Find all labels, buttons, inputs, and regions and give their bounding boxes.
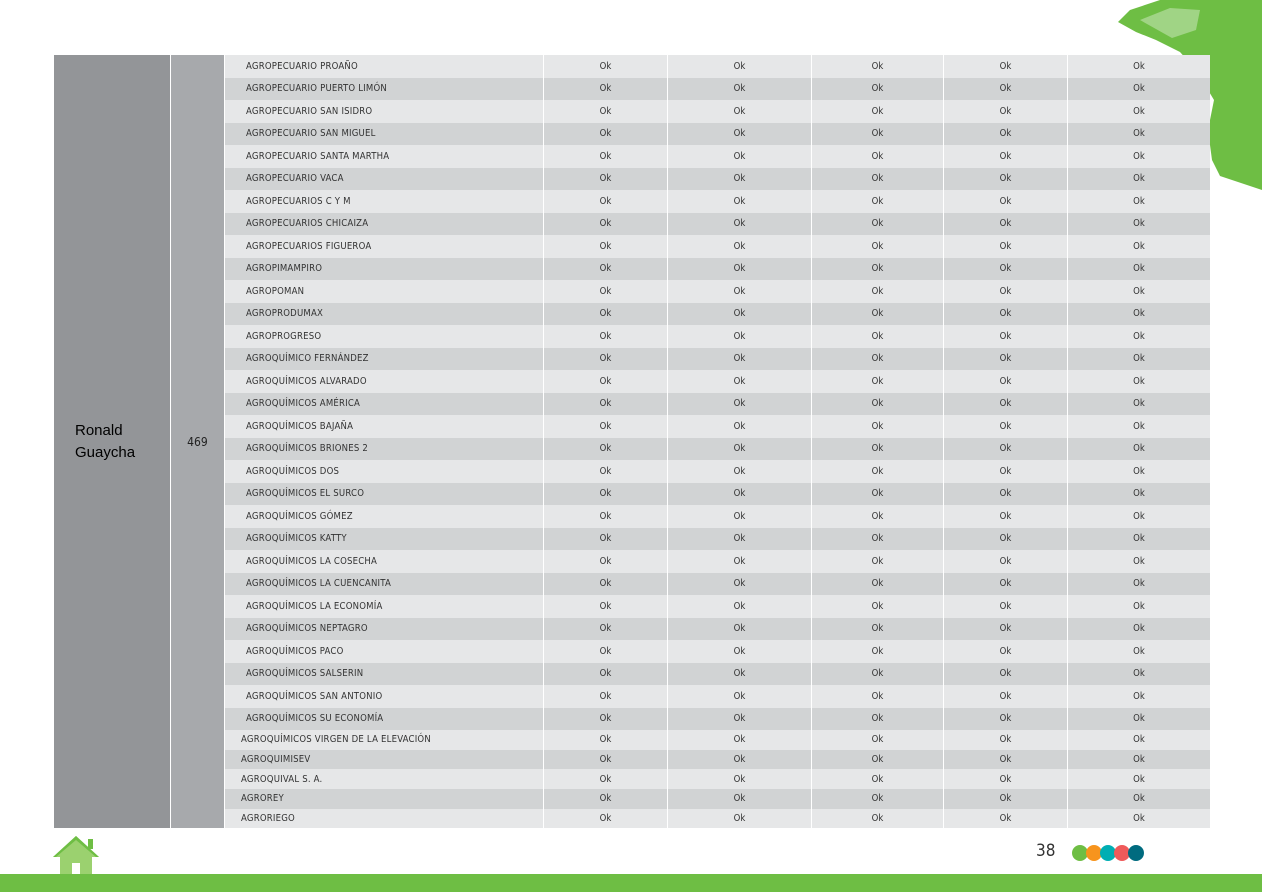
company-name: AGROQUÍMICOS LA ECONOMÍA — [246, 600, 383, 612]
table-row — [225, 78, 1210, 101]
status-cell: Ok — [811, 769, 943, 789]
color-dot — [1128, 845, 1144, 861]
status-cell: Ok — [667, 750, 811, 770]
status-cell: Ok — [811, 663, 943, 686]
status-cell: Ok — [543, 750, 667, 770]
status-cell: Ok — [943, 55, 1067, 78]
status-cell: Ok — [667, 789, 811, 809]
person-name: Ronald Guaycha — [75, 421, 136, 461]
status-cell: Ok — [1067, 438, 1210, 461]
status-cell: Ok — [943, 438, 1067, 461]
status-cell: Ok — [543, 280, 667, 303]
status-cell: Ok — [943, 348, 1067, 371]
status-cell: Ok — [667, 168, 811, 191]
status-cell: Ok — [667, 78, 811, 101]
status-cell: Ok — [543, 769, 667, 789]
status-cell: Ok — [1067, 663, 1210, 686]
status-cell: Ok — [1067, 78, 1210, 101]
status-cell: Ok — [543, 528, 667, 551]
status-cell: Ok — [543, 168, 667, 191]
status-cell: Ok — [543, 640, 667, 663]
status-cell: Ok — [667, 145, 811, 168]
status-cell: Ok — [1067, 370, 1210, 393]
status-cell: Ok — [1067, 708, 1210, 731]
status-cell: Ok — [943, 505, 1067, 528]
status-cell: Ok — [811, 303, 943, 326]
table-row — [225, 303, 1210, 326]
status-cell: Ok — [543, 235, 667, 258]
status-cell: Ok — [811, 55, 943, 78]
status-cell: Ok — [543, 325, 667, 348]
status-cell: Ok — [943, 769, 1067, 789]
status-cell: Ok — [943, 415, 1067, 438]
status-cell: Ok — [811, 460, 943, 483]
company-name: AGROPOMAN — [246, 285, 305, 297]
status-cell: Ok — [943, 258, 1067, 281]
page-number: 38 — [1036, 841, 1056, 861]
status-cell: Ok — [543, 370, 667, 393]
status-cell: Ok — [543, 708, 667, 731]
status-cell: Ok — [667, 685, 811, 708]
status-cell: Ok — [1067, 415, 1210, 438]
status-cell: Ok — [811, 235, 943, 258]
status-cell: Ok — [1067, 213, 1210, 236]
table-row — [225, 415, 1210, 438]
status-cell: Ok — [543, 460, 667, 483]
table-row — [225, 258, 1210, 281]
status-cell: Ok — [943, 573, 1067, 596]
status-cell: Ok — [943, 190, 1067, 213]
status-cell: Ok — [1067, 640, 1210, 663]
status-cell: Ok — [943, 303, 1067, 326]
status-cell: Ok — [543, 78, 667, 101]
company-name: AGROQUÍMICOS SU ECONOMÍA — [246, 713, 384, 725]
status-cell: Ok — [1067, 348, 1210, 371]
company-name: AGROQUÍMICOS LA COSECHA — [246, 555, 378, 567]
company-name: AGROQUÍMICOS VIRGEN DE LA ELEVACIÓN — [241, 734, 431, 746]
status-cell: Ok — [943, 325, 1067, 348]
status-cell: Ok — [1067, 528, 1210, 551]
status-cell: Ok — [667, 618, 811, 641]
status-cell: Ok — [943, 370, 1067, 393]
status-cell: Ok — [943, 730, 1067, 750]
status-cell: Ok — [943, 123, 1067, 146]
company-name: AGROPECUARIO SAN ISIDRO — [246, 105, 373, 117]
status-cell: Ok — [667, 438, 811, 461]
status-cell: Ok — [1067, 55, 1210, 78]
status-cell: Ok — [1067, 168, 1210, 191]
status-cell: Ok — [1067, 190, 1210, 213]
company-name: AGROQUÍMICOS GÓMEZ — [246, 510, 353, 522]
status-cell: Ok — [811, 415, 943, 438]
status-cell: Ok — [667, 258, 811, 281]
count-cell — [171, 55, 225, 828]
table-row — [225, 663, 1210, 686]
table-row — [225, 100, 1210, 123]
status-cell: Ok — [943, 528, 1067, 551]
status-cell: Ok — [543, 55, 667, 78]
status-cell: Ok — [543, 618, 667, 641]
company-name: AGROQUÍMICOS EL SURCO — [246, 488, 365, 500]
status-cell: Ok — [811, 280, 943, 303]
status-cell: Ok — [943, 100, 1067, 123]
table-row — [225, 235, 1210, 258]
status-cell: Ok — [943, 685, 1067, 708]
table-row — [225, 708, 1210, 731]
company-name: AGROPECUARIOS FIGUEROA — [246, 240, 372, 252]
report-table — [54, 55, 1210, 828]
table-row — [225, 483, 1210, 506]
status-cell: Ok — [1067, 145, 1210, 168]
status-cell: Ok — [811, 213, 943, 236]
table-row — [225, 550, 1210, 573]
status-cell: Ok — [667, 303, 811, 326]
company-name: AGROPECUARIOS C Y M — [246, 195, 351, 207]
table-row — [225, 370, 1210, 393]
status-cell: Ok — [543, 809, 667, 829]
status-cell: Ok — [543, 213, 667, 236]
status-cell: Ok — [943, 460, 1067, 483]
table-row — [225, 145, 1210, 168]
count-value: 469 — [187, 434, 208, 449]
status-cell: Ok — [543, 595, 667, 618]
status-cell: Ok — [1067, 235, 1210, 258]
home-icon[interactable] — [52, 835, 100, 875]
status-cell: Ok — [943, 393, 1067, 416]
status-cell: Ok — [667, 235, 811, 258]
table-row — [225, 123, 1210, 146]
company-name: AGROQUÍMICOS LA CUENCANITA — [246, 578, 392, 590]
status-cell: Ok — [1067, 325, 1210, 348]
status-cell: Ok — [543, 505, 667, 528]
status-cell: Ok — [943, 483, 1067, 506]
company-name: AGROPIMAMPIRO — [246, 263, 323, 275]
status-cell: Ok — [667, 640, 811, 663]
status-cell: Ok — [811, 168, 943, 191]
status-cell: Ok — [543, 730, 667, 750]
status-cell: Ok — [667, 460, 811, 483]
status-cell: Ok — [1067, 393, 1210, 416]
status-cell: Ok — [1067, 750, 1210, 770]
table-row — [225, 789, 1210, 809]
status-cell: Ok — [811, 640, 943, 663]
status-cell: Ok — [943, 640, 1067, 663]
status-cell: Ok — [543, 483, 667, 506]
company-name: AGROPECUARIO SAN MIGUEL — [246, 128, 376, 140]
status-cell: Ok — [543, 303, 667, 326]
status-cell: Ok — [543, 789, 667, 809]
status-cell: Ok — [667, 505, 811, 528]
status-cell: Ok — [1067, 573, 1210, 596]
status-cell: Ok — [811, 78, 943, 101]
company-name: AGRORIEGO — [241, 813, 295, 825]
status-cell: Ok — [811, 789, 943, 809]
table-row — [225, 168, 1210, 191]
status-cell: Ok — [943, 550, 1067, 573]
company-name: AGROQUÍMICOS PACO — [246, 645, 344, 657]
table-row — [225, 640, 1210, 663]
table-row — [225, 573, 1210, 596]
status-cell: Ok — [543, 393, 667, 416]
status-cell: Ok — [1067, 505, 1210, 528]
status-cell: Ok — [543, 685, 667, 708]
status-cell: Ok — [667, 769, 811, 789]
status-cell: Ok — [543, 573, 667, 596]
status-cell: Ok — [667, 100, 811, 123]
company-name: AGROREY — [241, 793, 284, 805]
status-cell: Ok — [667, 550, 811, 573]
company-name: AGROPECUARIO SANTA MARTHA — [246, 150, 390, 162]
status-cell: Ok — [811, 438, 943, 461]
status-cell: Ok — [811, 708, 943, 731]
status-cell: Ok — [811, 370, 943, 393]
status-cell: Ok — [811, 100, 943, 123]
table-row — [225, 505, 1210, 528]
table-row — [225, 595, 1210, 618]
company-name: AGROQUÍMICO FERNÁNDEZ — [246, 353, 369, 365]
company-name: AGROPECUARIOS CHICAIZA — [246, 218, 369, 230]
status-cell: Ok — [811, 618, 943, 641]
status-cell: Ok — [811, 393, 943, 416]
status-cell: Ok — [811, 528, 943, 551]
status-cell: Ok — [943, 809, 1067, 829]
status-cell: Ok — [543, 415, 667, 438]
status-cell: Ok — [943, 213, 1067, 236]
table-row — [225, 393, 1210, 416]
status-cell: Ok — [543, 348, 667, 371]
status-cell: Ok — [811, 123, 943, 146]
table-row — [225, 685, 1210, 708]
company-name: AGROQUÍMICOS KATTY — [246, 533, 347, 545]
status-cell: Ok — [1067, 809, 1210, 829]
status-cell: Ok — [667, 393, 811, 416]
company-name: AGROQUIVAL S. A. — [241, 773, 323, 785]
company-name: AGROQUÍMICOS SALSERIN — [246, 668, 364, 680]
status-cell: Ok — [543, 100, 667, 123]
table-row — [225, 618, 1210, 641]
status-cell: Ok — [667, 213, 811, 236]
table-row — [225, 190, 1210, 213]
status-cell: Ok — [943, 595, 1067, 618]
table-row — [225, 280, 1210, 303]
status-cell: Ok — [811, 550, 943, 573]
status-cell: Ok — [667, 280, 811, 303]
table-row — [225, 325, 1210, 348]
status-cell: Ok — [811, 750, 943, 770]
table-row — [225, 348, 1210, 371]
status-cell: Ok — [943, 235, 1067, 258]
table-row — [225, 213, 1210, 236]
status-cell: Ok — [543, 145, 667, 168]
company-name: AGROPROGRESO — [246, 330, 322, 342]
status-cell: Ok — [1067, 483, 1210, 506]
table-rows — [225, 55, 1210, 828]
company-name: AGROQUÍMICOS BAJAÑA — [246, 420, 354, 432]
status-cell: Ok — [1067, 460, 1210, 483]
status-cell: Ok — [1067, 303, 1210, 326]
status-cell: Ok — [1067, 789, 1210, 809]
status-cell: Ok — [667, 483, 811, 506]
status-cell: Ok — [943, 145, 1067, 168]
table-row — [225, 730, 1210, 750]
status-cell: Ok — [543, 258, 667, 281]
company-name: AGROPECUARIO PROAÑO — [246, 60, 358, 72]
status-cell: Ok — [667, 708, 811, 731]
status-cell: Ok — [1067, 618, 1210, 641]
status-cell: Ok — [543, 550, 667, 573]
table-row — [225, 460, 1210, 483]
status-cell: Ok — [1067, 123, 1210, 146]
table-row — [225, 809, 1210, 829]
status-cell: Ok — [943, 78, 1067, 101]
status-cell: Ok — [943, 708, 1067, 731]
status-cell: Ok — [943, 168, 1067, 191]
status-cell: Ok — [811, 505, 943, 528]
status-cell: Ok — [811, 145, 943, 168]
status-cell: Ok — [1067, 730, 1210, 750]
status-cell: Ok — [943, 618, 1067, 641]
company-name: AGROPECUARIO PUERTO LIMÓN — [246, 83, 387, 95]
status-cell: Ok — [811, 685, 943, 708]
status-cell: Ok — [811, 258, 943, 281]
table-row — [225, 55, 1210, 78]
status-cell: Ok — [811, 573, 943, 596]
company-name: AGROPECUARIO VACA — [246, 173, 344, 185]
status-cell: Ok — [667, 190, 811, 213]
status-cell: Ok — [1067, 550, 1210, 573]
status-cell: Ok — [1067, 769, 1210, 789]
table-row — [225, 750, 1210, 770]
status-cell: Ok — [667, 663, 811, 686]
status-cell: Ok — [943, 280, 1067, 303]
status-cell: Ok — [543, 663, 667, 686]
status-cell: Ok — [811, 595, 943, 618]
status-cell: Ok — [543, 123, 667, 146]
color-dots — [1072, 845, 1142, 861]
table-row — [225, 528, 1210, 551]
status-cell: Ok — [943, 750, 1067, 770]
company-name: AGROQUÍMICOS ALVARADO — [246, 375, 367, 387]
status-cell: Ok — [811, 190, 943, 213]
status-cell: Ok — [811, 348, 943, 371]
company-name: AGROQUÍMICOS DOS — [246, 465, 340, 477]
status-cell: Ok — [667, 325, 811, 348]
status-cell: Ok — [667, 123, 811, 146]
status-cell: Ok — [667, 370, 811, 393]
table-row — [225, 438, 1210, 461]
status-cell: Ok — [667, 55, 811, 78]
status-cell: Ok — [667, 415, 811, 438]
status-cell: Ok — [1067, 595, 1210, 618]
status-cell: Ok — [667, 730, 811, 750]
status-cell: Ok — [667, 528, 811, 551]
person-cell — [54, 55, 171, 828]
company-name: AGROQUÍMICOS SAN ANTONIO — [246, 690, 383, 702]
status-cell: Ok — [543, 190, 667, 213]
status-cell: Ok — [667, 595, 811, 618]
status-cell: Ok — [543, 438, 667, 461]
status-cell: Ok — [1067, 280, 1210, 303]
status-cell: Ok — [1067, 100, 1210, 123]
status-cell: Ok — [1067, 258, 1210, 281]
status-cell: Ok — [667, 573, 811, 596]
status-cell: Ok — [811, 325, 943, 348]
status-cell: Ok — [667, 348, 811, 371]
footer-bar — [0, 874, 1262, 892]
company-name: AGROQUÍMICOS BRIONES 2 — [246, 443, 369, 455]
company-name: AGROQUÍMICOS NEPTAGRO — [246, 623, 368, 635]
company-name: AGROQUIMISEV — [241, 754, 311, 766]
company-name: AGROQUÍMICOS AMÉRICA — [246, 398, 361, 410]
company-name: AGROPRODUMAX — [246, 308, 324, 320]
table-row — [225, 769, 1210, 789]
status-cell: Ok — [1067, 685, 1210, 708]
status-cell: Ok — [811, 809, 943, 829]
status-cell: Ok — [667, 809, 811, 829]
status-cell: Ok — [943, 789, 1067, 809]
status-cell: Ok — [943, 663, 1067, 686]
status-cell: Ok — [811, 730, 943, 750]
status-cell: Ok — [811, 483, 943, 506]
